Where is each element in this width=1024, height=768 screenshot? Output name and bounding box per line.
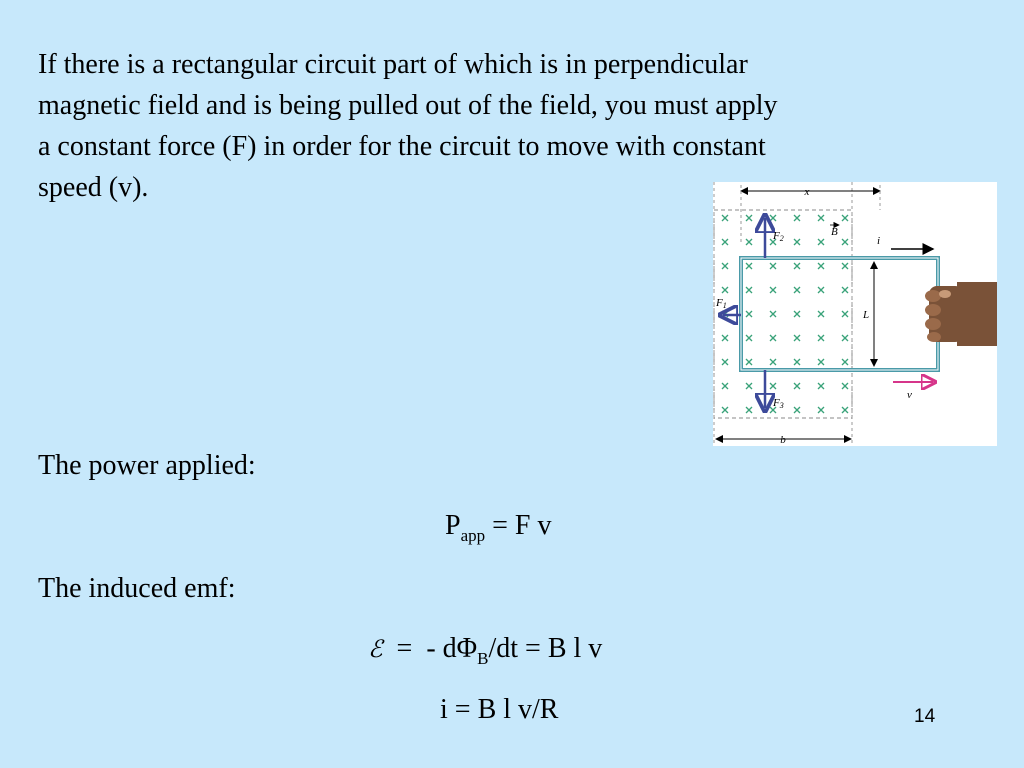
F2-label: F2 — [773, 230, 784, 243]
flux-subscript: B — [477, 649, 489, 668]
power-equation — [445, 510, 552, 545]
power-label: The power applied: — [38, 450, 256, 481]
power-subscript: app — [460, 526, 486, 545]
B-label: B — [831, 226, 838, 238]
b-label: b — [780, 434, 786, 446]
emf-equation — [368, 633, 603, 668]
intro-line-3: a constant force (F) in order for the circuit to move with constant — [38, 131, 766, 162]
intro-line-1: If there is a rectangular circuit part of which is in perpendicular — [38, 49, 748, 80]
v-label: v — [907, 389, 912, 401]
F1-label: F1 — [716, 297, 727, 310]
intro-line-2: magnetic field and is being pulled out of the field, you must apply — [38, 90, 778, 121]
i-label: i — [877, 235, 881, 247]
emf-eq-part: = - dΦ — [382, 633, 478, 664]
circuit-figure — [713, 182, 997, 446]
page-number: 14 — [914, 706, 936, 727]
x-label: x — [804, 186, 810, 198]
emf-symbol: ℰ — [368, 635, 383, 663]
circuit-diagram — [713, 182, 997, 446]
hand-icon — [925, 282, 997, 346]
emf-eq-rest: /dt = B l v — [488, 633, 603, 664]
power-symbol: P — [445, 510, 461, 541]
emf-label: The induced emf: — [38, 573, 236, 604]
circuit-loop — [741, 258, 938, 370]
L-label: L — [862, 309, 870, 321]
F3-label: F3 — [773, 397, 784, 410]
intro-line-4: speed (v). — [38, 172, 149, 203]
current-equation: i = B l v/R — [440, 694, 559, 725]
power-rhs: = F v — [485, 510, 552, 541]
